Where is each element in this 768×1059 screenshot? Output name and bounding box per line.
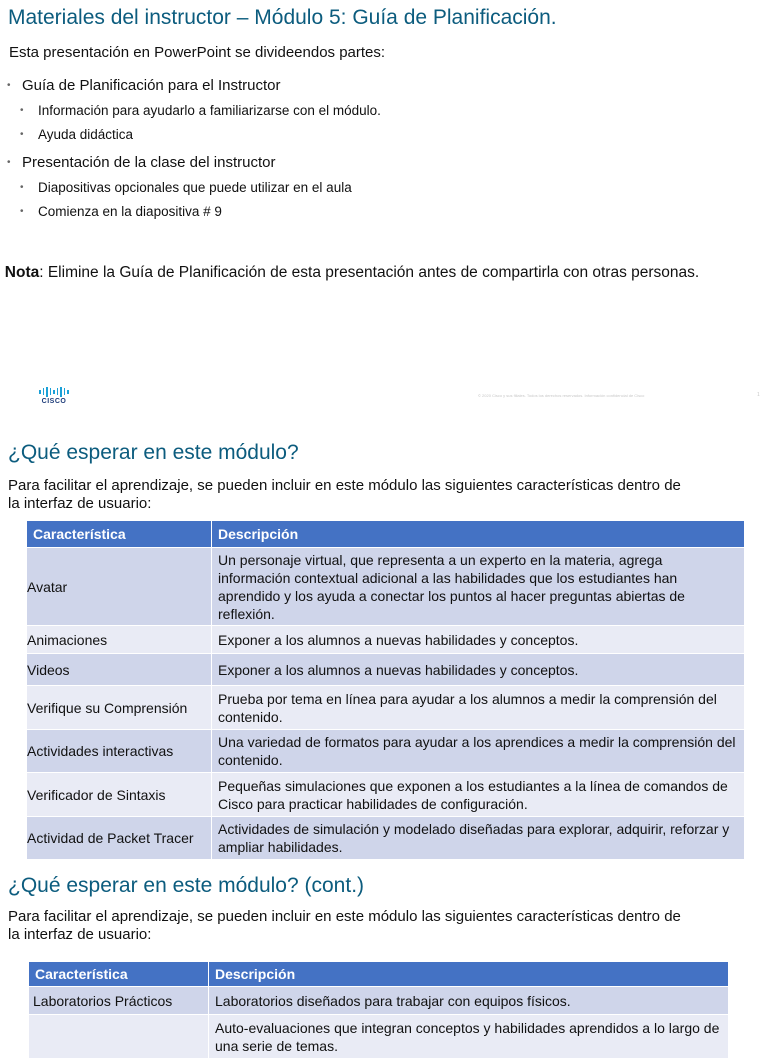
- slide-intro: Para facilitar el aprendizaje, se pueden incluir en este módulo las siguientes características dentro de la interfaz de usuario:: [8, 477, 681, 512]
- slide-module-features-cont: [0, 864, 768, 1054]
- table-row: [29, 1015, 729, 1059]
- bullet-list: [0, 73, 381, 224]
- table-row: [27, 686, 745, 730]
- sub-bullet-item: • Información para ayudarlo a familiarizarse con el módulo.: [0, 99, 381, 123]
- feature-cell: Verificador de Sintaxis: [27, 773, 212, 817]
- sub-bullet-item: • Ayuda didáctica: [0, 123, 381, 147]
- table-header-row: [29, 962, 729, 987]
- table-row: [27, 730, 745, 773]
- description-cell: Auto-evaluaciones que integran conceptos y habilidades aprendidos a lo largo de una serie de temas.: [209, 1015, 729, 1059]
- slide-title: Materiales del instructor – Módulo 5: Guía de Planificación.: [8, 6, 557, 29]
- description-cell: Prueba por tema en línea para ayudar a los alumnos a medir la comprensión del contenido.: [212, 686, 745, 730]
- table-row: [27, 773, 745, 817]
- bullet-item: • Presentación de la clase del instructor: [0, 150, 381, 176]
- column-header-description: Descripción: [212, 521, 745, 548]
- table-row: [27, 626, 745, 654]
- feature-cell: [29, 1015, 209, 1059]
- feature-cell: Videos: [27, 654, 212, 686]
- feature-cell: Actividad de Packet Tracer: [27, 817, 212, 860]
- note: [0, 262, 704, 284]
- description-cell: Laboratorios diseñados para trabajar con equipos físicos.: [209, 987, 729, 1015]
- feature-cell: Verifique su Comprensión: [27, 686, 212, 730]
- feature-cell: Avatar: [27, 548, 212, 626]
- description-cell: Una variedad de formatos para ayudar a los aprendices a medir la comprensión del contenido.: [212, 730, 745, 773]
- table-header-row: [27, 521, 745, 548]
- bullet-item: • Guía de Planificación para el Instructor: [0, 73, 381, 99]
- description-cell: Un personaje virtual, que representa a un experto en la materia, agrega información contextual adicional a las habilidades que los estudiantes han aprendido y los ayuda a conectar los puntos al hacer preguntas abiertas de reflexión.: [212, 548, 745, 626]
- cisco-bars-icon: [37, 386, 71, 397]
- slide-title: ¿Qué esperar en este módulo?: [8, 441, 299, 464]
- features-table: [28, 961, 729, 1059]
- slide-title: ¿Qué esperar en este módulo? (cont.): [8, 874, 365, 897]
- description-cell: Exponer a los alumnos a nuevas habilidades y conceptos.: [212, 654, 745, 686]
- column-header-feature: Característica: [29, 962, 209, 987]
- cisco-logo-text: CISCO: [41, 398, 67, 405]
- slide-module-features: [0, 422, 768, 864]
- slide-intro: Para facilitar el aprendizaje, se pueden incluir en este módulo las siguientes características dentro de la interfaz de usuario:: [8, 908, 681, 943]
- feature-cell: Animaciones: [27, 626, 212, 654]
- note-label: Nota: [4, 264, 40, 281]
- page-number: 1: [757, 392, 760, 398]
- column-header-description: Descripción: [209, 962, 729, 987]
- copyright-footer: © 2020 Cisco y sus filiales. Todos los derechos reservados. Información confidencial de Cisco: [478, 393, 645, 398]
- table-row: [27, 654, 745, 686]
- sub-bullet-item: • Diapositivas opcionales que puede utilizar en el aula: [0, 176, 381, 200]
- feature-cell: Actividades interactivas: [27, 730, 212, 773]
- slide-planning-guide: [0, 0, 768, 422]
- description-cell: Exponer a los alumnos a nuevas habilidades y conceptos.: [212, 626, 745, 654]
- slide-intro: Esta presentación en PowerPoint se divideendos partes:: [9, 44, 386, 61]
- feature-cell: Laboratorios Prácticos: [29, 987, 209, 1015]
- description-cell: Actividades de simulación y modelado diseñadas para explorar, adquirir, reforzar y ampliar habilidades.: [212, 817, 745, 860]
- description-cell: Pequeñas simulaciones que exponen a los estudiantes a la línea de comandos de Cisco para practicar habilidades de configuración.: [212, 773, 745, 817]
- sub-bullet-item: • Comienza en la diapositiva # 9: [0, 200, 381, 224]
- features-table: [26, 520, 745, 860]
- table-row: [27, 548, 745, 626]
- table-row: [29, 987, 729, 1015]
- note-text: : Elimine la Guía de Planificación de esta presentación antes de compartirla con otras personas.: [39, 264, 700, 281]
- column-header-feature: Característica: [27, 521, 212, 548]
- cisco-logo: [37, 386, 71, 408]
- table-row: [27, 817, 745, 860]
